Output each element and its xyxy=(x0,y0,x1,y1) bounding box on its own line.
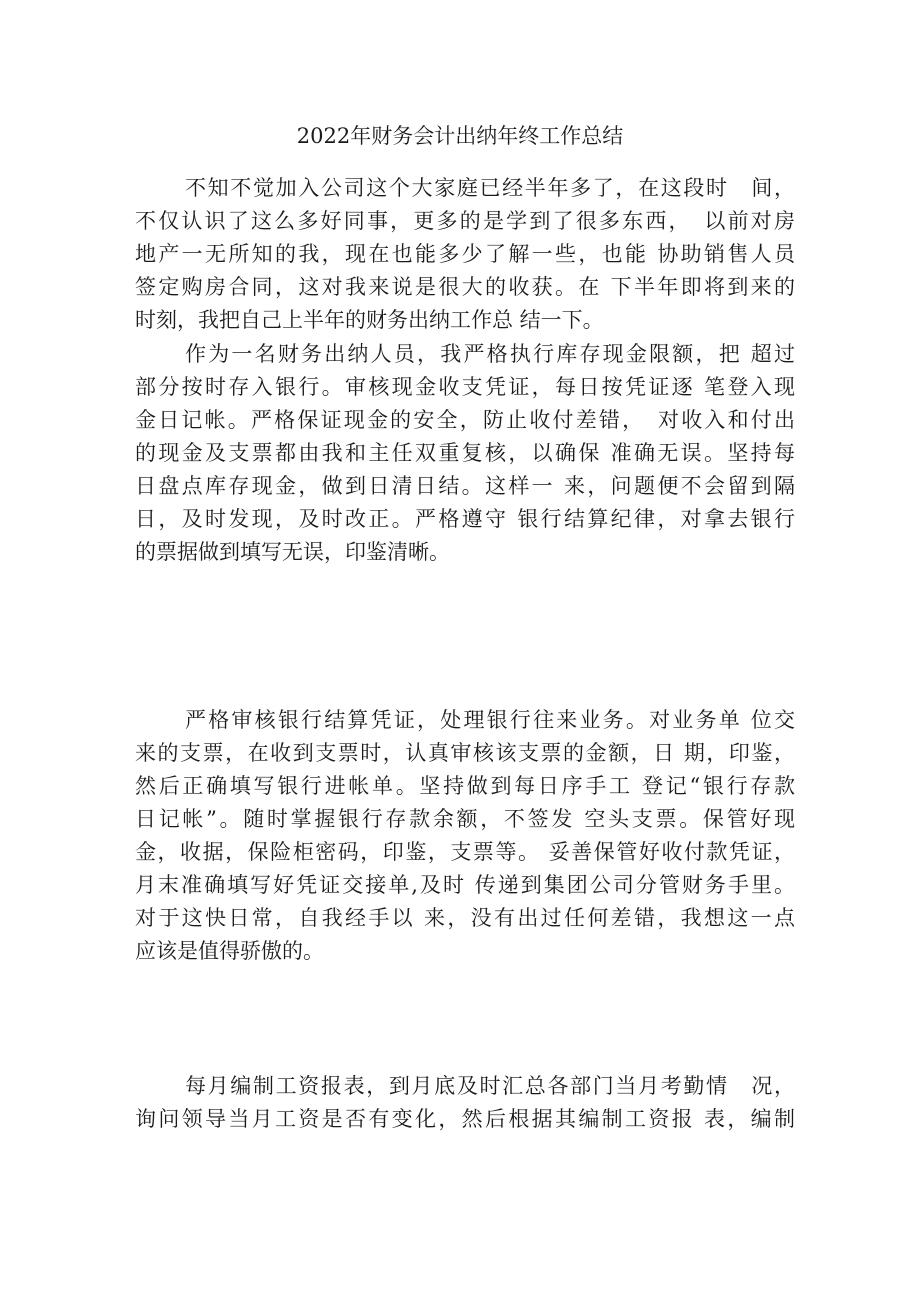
paragraph-line: 询问领导当月工资是否有变化，然后根据其编制工资报 表，编制 xyxy=(135,1107,795,1131)
paragraph-line: 时刻，我把自己上半年的财务出纳工作总 结一下。 xyxy=(135,308,604,332)
paragraph-line: 作为一名财务出纳人员，我严格执行库存现金限额，把 超过 xyxy=(185,342,795,366)
paragraph-line: 日，及时发现，及时改正。严格遵守 银行结算纪律，对拿去银行 xyxy=(135,507,795,531)
paragraph-line: 不知不觉加入公司这个大家庭已经半年多了，在这段时 间， xyxy=(185,176,795,200)
paragraph-line: 月末准确填写好凭证交接单,及时 传递到集团公司分管财务手里。 xyxy=(135,873,795,897)
paragraph-line: 然后正确填写银行进帐单。坚持做到每日序手工 登记“银行存款 xyxy=(135,774,795,798)
paragraph-line: 的现金及支票都由我和主任双重复核，以确保 准确无误。坚持每 xyxy=(135,441,795,465)
paragraph-line: 来的支票，在收到支票时，认真审核该支票的金额，日 期，印鉴， xyxy=(135,741,795,765)
document-title: 2022年财务会计出纳年终工作总结 xyxy=(296,124,624,148)
paragraph-line: 对于这快日常，自我经手以 来，没有出过任何差错，我想这一点 xyxy=(135,906,795,930)
paragraph-line: 的票据做到填写无误，印鉴清晰。 xyxy=(135,540,450,564)
paragraph-4 xyxy=(135,1070,795,1136)
paragraph-line: 每月编制工资报表，到月底及时汇总各部门当月考勤情 况， xyxy=(185,1074,795,1098)
paragraph-3 xyxy=(135,704,795,968)
paragraph-line: 严格审核银行结算凭证，处理银行往来业务。对业务单 位交 xyxy=(185,708,795,732)
paragraph-line: 日盘点库存现金，做到日清日结。这样一 来，问题便不会留到隔 xyxy=(135,474,795,498)
paragraph-line: 签定购房合同，这对我来说是很大的收获。在 下半年即将到来的 xyxy=(135,275,795,299)
paragraph-1 xyxy=(135,172,795,337)
paragraph-line: 应该是值得骄傲的。 xyxy=(135,939,324,963)
paragraph-line: 部分按时存入银行。审核现金收支凭证，每日按凭证逐 笔登入现 xyxy=(135,375,795,399)
paragraph-line: 金，收据，保险柜密码，印鉴，支票等。 妥善保管好收付款凭证， xyxy=(135,840,795,864)
paragraph-2 xyxy=(135,338,795,569)
paragraph-line: 金日记帐。严格保证现金的安全，防止收付差错， 对收入和付出 xyxy=(135,408,795,432)
paragraph-line: 地产一无所知的我，现在也能多少了解一些，也能 协助销售人员 xyxy=(135,242,795,266)
paragraph-line: 日记帐”。随时掌握银行存款余额，不签发 空头支票。保管好现 xyxy=(135,807,795,831)
paragraph-line: 不仅认识了这么多好同事，更多的是学到了很多东西， 以前对房 xyxy=(135,209,795,233)
